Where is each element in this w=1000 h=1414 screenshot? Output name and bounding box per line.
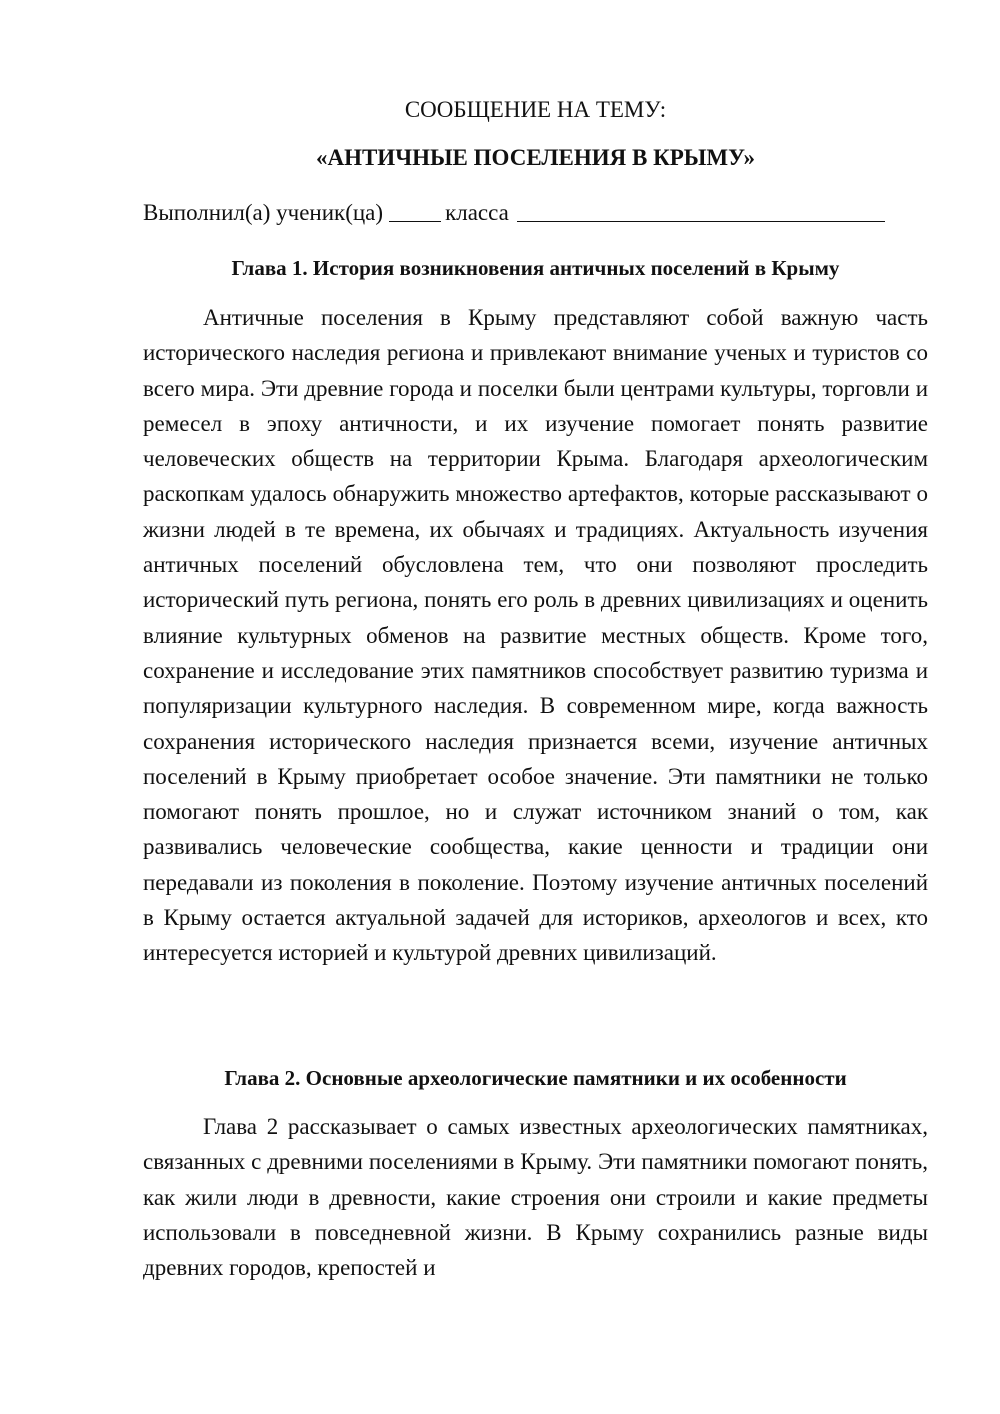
document-title-line-1: СООБЩЕНИЕ НА ТЕМУ: [404,97,667,122]
chapter-1-heading: Глава 1. История возникновения античных поселений в Крыму [231,256,840,280]
class-label: класса [445,200,509,225]
document-title-line-2: «АНТИЧНЫЕ ПОСЕЛЕНИЯ В КРЫМУ» [315,145,756,170]
author-line [143,197,928,228]
chapter-1-paragraph: Античные поселения в Крыму представляют собой важную часть исторического наследия региона и привлекают внимание ученых и туристов со всего мира. Эти древние города и поселки были центрами культуры, торговли и ремесел в эпоху античности, и их изучение помогает понять развитие человеческих обществ на территории Крыма. Благодаря археологическим раскопкам удалось обнаружить множество артефактов, которые рассказывают о жизни людей в те времена, их обычаях и традициях. Актуальность изучения античных поселений обусловлена тем, что они позволяют проследить исторический путь региона, понять его роль в древних цивилизациях и оценить влияние культурных обменов на развитие местных обществ. Кроме того, сохранение и исследование этих памятников способствует развитию туризма и популяризации культурного наследия. В современном мире, когда важность сохранения исторического наследия признается всеми, изучение античных поселений в Крыму приобретает особое значение. Эти памятники не только помогают понять прошлое, но и служат источником знаний о том, как развивались человеческие сообщества, какие ценности и традиции они передавали из поколения в поколение. Поэтому изучение античных поселений в Крыму остается актуальной задачей для историков, археологов и всех, кто интересуется историей и культурой древних цивилизаций. [143,305,928,966]
class-name-blank [517,199,885,222]
class-number-blank [389,199,441,222]
chapter-2-paragraph: Глава 2 рассказывает о самых известных археологических памятниках, связанных с древними поселениями в Крыму. Эти памятники помогают понять, как жили люди в древности, какие строения они строили и какие предметы использовали в повседневной жизни. В Крыму сохранились разные виды древних городов, крепостей и [143,1114,928,1281]
chapter-2-heading: Глава 2. Основные археологические памятники и их особенности [224,1066,847,1090]
author-label: Выполнил(а) ученик(ца) [143,200,384,225]
